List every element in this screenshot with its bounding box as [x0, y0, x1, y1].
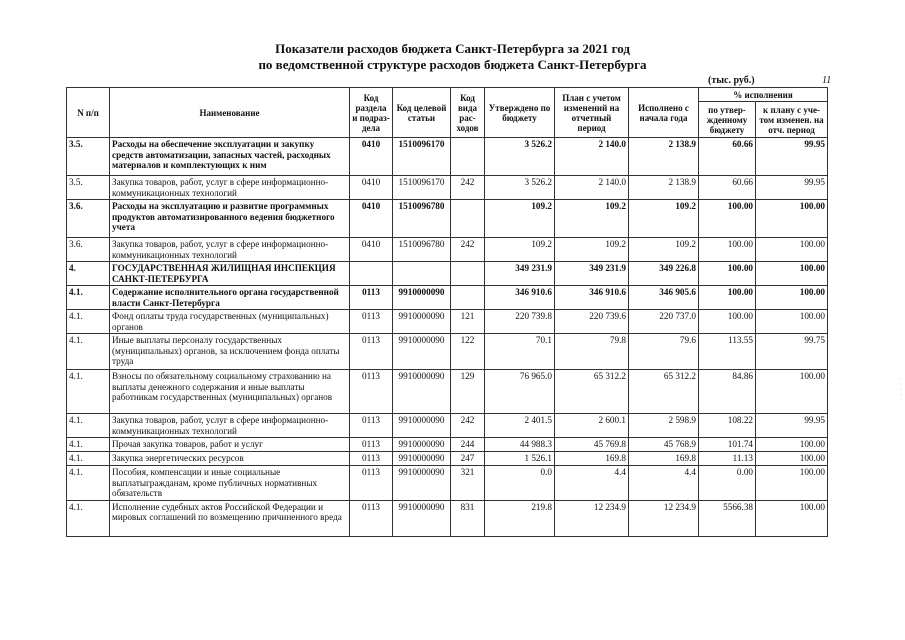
row-num: 4.1.: [67, 370, 110, 414]
col-header-plan: План с учетом изменений на отчетный период: [555, 88, 629, 138]
row-pct-plan: 100.00: [756, 452, 828, 466]
row-pct-plan: 100.00: [756, 238, 828, 262]
col-header-name: Наименование: [110, 88, 350, 138]
row-executed: 2 138.9: [629, 176, 699, 200]
row-pct-approved: 100.00: [699, 238, 756, 262]
row-pct-approved: 100.00: [699, 310, 756, 334]
row-name: Закупка товаров, работ, услуг в сфере информационно-коммуникационных технологий: [110, 176, 350, 200]
report-title-line1: Показатели расходов бюджета Санкт-Петербурга за 2021 год: [275, 41, 630, 56]
row-approved: 70.1: [485, 334, 555, 370]
table-row: [67, 176, 828, 200]
row-target: 9910000090: [393, 334, 451, 370]
row-executed: 4.4: [629, 466, 699, 501]
col-header-executed: Исполнено с начала года: [629, 88, 699, 138]
table-row: [67, 238, 828, 262]
row-approved: 349 231.9: [485, 262, 555, 286]
row-name: Закупка товаров, работ, услуг в сфере информационно-коммуникационных технологий: [110, 238, 350, 262]
row-name: Расходы на обеспечение эксплуатации и закупку средств автоматизации, запасных частей, расходных материалов и комплектующих к ним: [110, 138, 350, 176]
col-header-pct-group: % исполнения: [699, 88, 828, 102]
table-row: [67, 138, 828, 176]
row-num: 3.6.: [67, 238, 110, 262]
row-target: 9910000090: [393, 370, 451, 414]
row-approved: 346 910.6: [485, 286, 555, 310]
row-name: Закупка товаров, работ, услуг в сфере информационно-коммуникационных технологий: [110, 414, 350, 438]
col-header-approved: Утверждено по бюджету: [485, 88, 555, 138]
row-exptype: 321: [451, 466, 485, 501]
row-section: 0410: [350, 200, 393, 238]
row-target: 1510096780: [393, 238, 451, 262]
row-section: 0113: [350, 500, 393, 536]
row-exptype: 242: [451, 176, 485, 200]
row-target: 9910000090: [393, 286, 451, 310]
col-header-exptype: Код вида рас-ходов: [451, 88, 485, 138]
row-exptype: [451, 200, 485, 238]
row-plan: 109.2: [555, 200, 629, 238]
row-pct-plan: 100.00: [756, 370, 828, 414]
row-name: Расходы на эксплуатацию и развитие программных продуктов автоматизированного ведения бюджетного учета: [110, 200, 350, 238]
row-num: 4.1.: [67, 438, 110, 452]
row-plan: 2 140.0: [555, 176, 629, 200]
row-target: 1510096170: [393, 138, 451, 176]
row-plan: 346 910.6: [555, 286, 629, 310]
row-section: 0410: [350, 238, 393, 262]
row-num: 4.1.: [67, 452, 110, 466]
row-pct-plan: 100.00: [756, 262, 828, 286]
row-pct-approved: 11.13: [699, 452, 756, 466]
row-executed: 109.2: [629, 200, 699, 238]
table-row: [67, 452, 828, 466]
row-executed: 2 138.9: [629, 138, 699, 176]
row-executed: 45 768.9: [629, 438, 699, 452]
table-row: [67, 414, 828, 438]
row-plan: 4.4: [555, 466, 629, 501]
row-name: Прочая закупка товаров, работ и услуг: [110, 438, 350, 452]
row-pct-plan: 99.95: [756, 176, 828, 200]
row-pct-approved: 60.66: [699, 138, 756, 176]
row-section: 0113: [350, 334, 393, 370]
row-section: 0113: [350, 466, 393, 501]
row-section: 0410: [350, 138, 393, 176]
row-section: 0113: [350, 370, 393, 414]
row-section: 0410: [350, 176, 393, 200]
row-num: 4.: [67, 262, 110, 286]
row-executed: 220 737.0: [629, 310, 699, 334]
row-name: Содержание исполнительного органа государственной власти Санкт-Петербурга: [110, 286, 350, 310]
table-row: [67, 310, 828, 334]
row-pct-approved: 0.00: [699, 466, 756, 501]
table-row: [67, 500, 828, 536]
row-section: 0113: [350, 286, 393, 310]
row-target: 9910000090: [393, 438, 451, 452]
expenditure-table: [66, 87, 828, 537]
row-exptype: 831: [451, 500, 485, 536]
row-target: [393, 262, 451, 286]
row-plan: 169.8: [555, 452, 629, 466]
row-target: 9910000090: [393, 466, 451, 501]
row-plan: 2 140.0: [555, 138, 629, 176]
row-name: Закупка энергетических ресурсов: [110, 452, 350, 466]
row-target: 9910000090: [393, 310, 451, 334]
row-exptype: [451, 138, 485, 176]
row-section: 0113: [350, 414, 393, 438]
row-num: 3.5.: [67, 176, 110, 200]
row-pct-plan: 99.95: [756, 138, 828, 176]
row-target: 9910000090: [393, 414, 451, 438]
col-header-target: Код целевой статьи: [393, 88, 451, 138]
row-pct-approved: 84.86: [699, 370, 756, 414]
row-approved: 44 988.3: [485, 438, 555, 452]
row-approved: 2 401.5: [485, 414, 555, 438]
table-row: [67, 370, 828, 414]
row-exptype: 242: [451, 238, 485, 262]
row-approved: 1 526.1: [485, 452, 555, 466]
row-name: Иные выплаты персоналу государственных (муниципальных) органов, за исключением фонда оплаты труда: [110, 334, 350, 370]
row-exptype: 247: [451, 452, 485, 466]
table-row: [67, 334, 828, 370]
row-name: Взносы по обязательному социальному страхованию на выплаты денежного содержания и иные выплаты работникам государственных (муниципальных) органов: [110, 370, 350, 414]
row-pct-approved: 101.74: [699, 438, 756, 452]
row-exptype: 242: [451, 414, 485, 438]
units-label: (тыс. руб.): [708, 75, 755, 86]
row-approved: 0.0: [485, 466, 555, 501]
row-executed: 169.8: [629, 452, 699, 466]
row-name: Фонд оплаты труда государственных (муниципальных) органов: [110, 310, 350, 334]
row-section: 0113: [350, 310, 393, 334]
row-section: [350, 262, 393, 286]
row-target: 9910000090: [393, 452, 451, 466]
row-section: 0113: [350, 452, 393, 466]
row-target: 9910000090: [393, 500, 451, 536]
row-num: 4.1.: [67, 414, 110, 438]
table-row: [67, 438, 828, 452]
row-exptype: 244: [451, 438, 485, 452]
row-pct-plan: 100.00: [756, 200, 828, 238]
row-plan: 220 739.6: [555, 310, 629, 334]
row-plan: 349 231.9: [555, 262, 629, 286]
table-row: [67, 200, 828, 238]
row-pct-approved: 113.55: [699, 334, 756, 370]
row-name: ГОСУДАРСТВЕННАЯ ЖИЛИЩНАЯ ИНСПЕКЦИЯ САНКТ-ПЕТЕРБУРГА: [110, 262, 350, 286]
row-executed: 2 598.9: [629, 414, 699, 438]
row-executed: 109.2: [629, 238, 699, 262]
row-approved: 109.2: [485, 238, 555, 262]
row-num: 3.6.: [67, 200, 110, 238]
row-plan: 2 600.1: [555, 414, 629, 438]
row-plan: 79.8: [555, 334, 629, 370]
row-num: 4.1.: [67, 310, 110, 334]
row-name: Пособия, компенсации и иные социальные выплатыгражданам, кроме публичных нормативных обязательств: [110, 466, 350, 501]
row-exptype: 122: [451, 334, 485, 370]
table-row: [67, 262, 828, 286]
row-target: 1510096170: [393, 176, 451, 200]
row-exptype: 121: [451, 310, 485, 334]
row-section: 0113: [350, 438, 393, 452]
row-executed: 79.6: [629, 334, 699, 370]
row-pct-plan: 100.00: [756, 438, 828, 452]
col-header-pct-approved: по утвер-жденному бюджету: [699, 102, 756, 138]
row-executed: 12 234.9: [629, 500, 699, 536]
row-plan: 12 234.9: [555, 500, 629, 536]
row-target: 1510096780: [393, 200, 451, 238]
row-pct-plan: 100.00: [756, 466, 828, 501]
row-approved: 109.2: [485, 200, 555, 238]
row-num: 3.5.: [67, 138, 110, 176]
row-exptype: 129: [451, 370, 485, 414]
row-approved: 219.8: [485, 500, 555, 536]
row-num: 4.1.: [67, 334, 110, 370]
report-title-line2: по ведомственной структуре расходов бюджета Санкт-Петербурга: [258, 57, 647, 72]
row-executed: 349 226.8: [629, 262, 699, 286]
row-plan: 65 312.2: [555, 370, 629, 414]
row-pct-approved: 108.22: [699, 414, 756, 438]
row-pct-approved: 100.00: [699, 200, 756, 238]
row-num: 4.1.: [67, 500, 110, 536]
row-num: 4.1.: [67, 286, 110, 310]
row-executed: 65 312.2: [629, 370, 699, 414]
table-row: [67, 466, 828, 501]
row-name: Исполнение судебных актов Российской Федерации и мировых соглашений по возмещению причиненного вреда: [110, 500, 350, 536]
scan-artifact: · · · · ·: [900, 377, 902, 403]
row-num: 4.1.: [67, 466, 110, 501]
row-pct-plan: 99.75: [756, 334, 828, 370]
row-pct-approved: 100.00: [699, 286, 756, 310]
row-pct-plan: 100.00: [756, 286, 828, 310]
row-approved: 3 526.2: [485, 138, 555, 176]
row-pct-plan: 99.95: [756, 414, 828, 438]
col-header-num: N п/п: [67, 88, 110, 138]
row-pct-plan: 100.00: [756, 310, 828, 334]
col-header-pct-plan: к плану с уче-том изменен. на отч. период: [756, 102, 828, 138]
row-pct-plan: 100.00: [756, 500, 828, 536]
col-header-section: Код раздела и подраз-дела: [350, 88, 393, 138]
page-number: 11: [822, 75, 832, 86]
row-exptype: [451, 262, 485, 286]
row-pct-approved: 5566.38: [699, 500, 756, 536]
row-pct-approved: 60.66: [699, 176, 756, 200]
row-approved: 76 965.0: [485, 370, 555, 414]
row-pct-approved: 100.00: [699, 262, 756, 286]
row-executed: 346 905.6: [629, 286, 699, 310]
row-plan: 109.2: [555, 238, 629, 262]
row-approved: 220 739.8: [485, 310, 555, 334]
row-approved: 3 526.2: [485, 176, 555, 200]
table-row: [67, 286, 828, 310]
row-exptype: [451, 286, 485, 310]
row-plan: 45 769.8: [555, 438, 629, 452]
